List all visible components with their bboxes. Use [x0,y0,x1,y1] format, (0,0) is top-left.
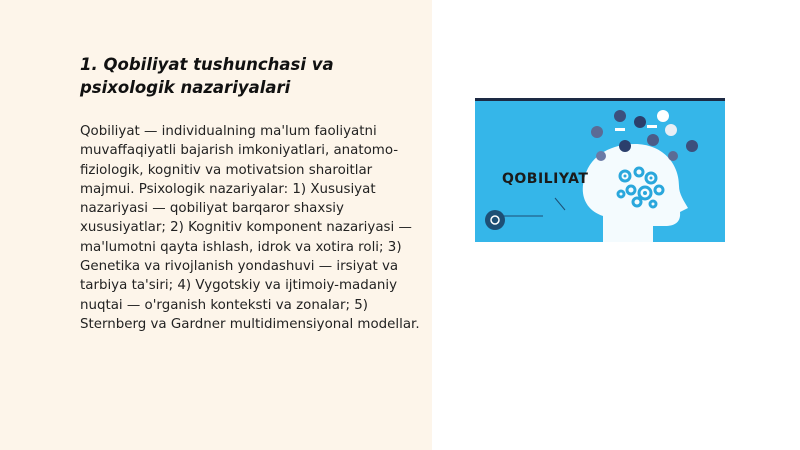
circular-badge-icon [485,210,505,230]
slide-body-text: Qobiliyat — individualning ma'lum faoliyatni muvaffaqiyatli bajarish imkoniyatlari, anatomo-fiziologik, kognitiv va motivatsion sharoitlar majmui. Psixologik nazariyalar: 1) Xususiyat nazariyasi — qobiliyat barqaror shaxsiy xususiyatlar; 2) Kognitiv komponent nazariyasi — ma'lumotni qayta ishlash, idrok va xotira roli; 3) Genetika va rivojlanish yondashuvi — irsiyat va tarbiya ta'siri; 4) Vygotskiy va ijtimoiy-madaniy nuqtai — o'rganish konteksti va zonalar; 5) Sternberg va Gardner multidimensiyonal modellar. [80,124,420,332]
illustration-graphics [475,98,725,242]
connector-lines [495,198,565,216]
slide-title: 1. Qobiliyat tushunchasi va psixologik nazariyalari [80,55,334,97]
illustration-word: QOBILIYAT [502,171,589,187]
illustration-image [475,98,725,242]
